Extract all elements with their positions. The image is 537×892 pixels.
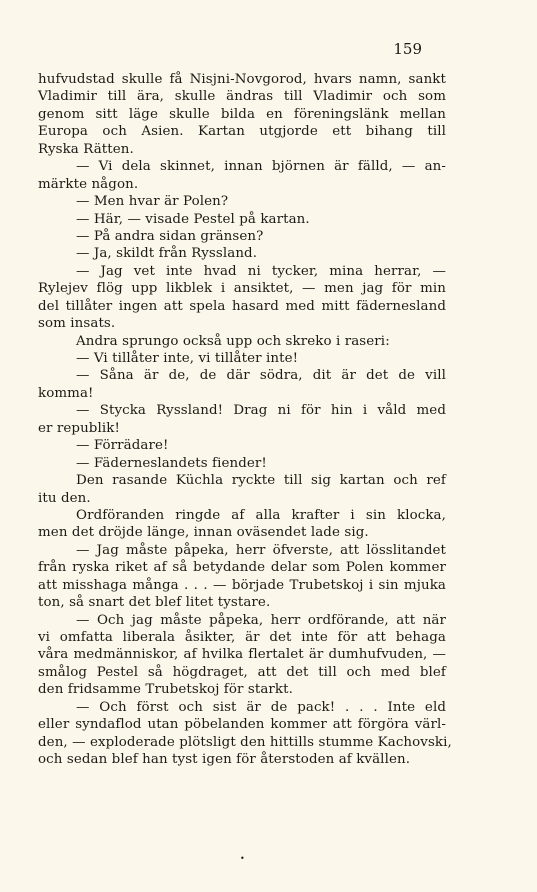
text-line: hufvudstad skulle få Nisjni-Novgorod, hvars namn, sankt bbox=[38, 72, 446, 87]
text-line: itu den. bbox=[38, 490, 91, 506]
text-line: våra medmänniskor, af hvilka flertalet är dumhufvuden, — bbox=[38, 647, 446, 663]
text-line: Europa och Asien. Kartan utgjorde ett bihang till bbox=[38, 124, 446, 140]
text-line: — Jag måste påpeka, herr öfverste, att lösslitandet bbox=[76, 542, 446, 558]
text-line: märkte någon. bbox=[38, 176, 139, 192]
text-line: smålog Pestel så högdraget, att det till och med blef bbox=[38, 664, 446, 680]
text-line: — Såna är de, de där södra, dit är det de vill bbox=[76, 368, 446, 384]
text-line: — Här, — visade Pestel på kartan. bbox=[76, 211, 310, 227]
text-line: Vladimir till ära, skulle ändras till Vladimir och som bbox=[38, 89, 446, 105]
text-line: och sedan blef han tyst igen för återstoden af kvällen. bbox=[38, 752, 411, 768]
text-line: den fridsamme Trubetskoj för starkt. bbox=[38, 682, 293, 698]
text-line: ton, så snart det blef litet tystare. bbox=[38, 595, 271, 611]
text-line: — Förrädare! bbox=[76, 438, 169, 454]
text-line: att misshaga många . . . — började Trubetskoj i sin mjuka bbox=[38, 577, 446, 593]
text-line: från ryska riket af så betydande delar som Polen kommer bbox=[38, 560, 446, 576]
text-line: vi omfatta liberala åsikter, är det inte för att behaga bbox=[38, 630, 446, 645]
text-line: — Vi tillåter inte, vi tillåter inte! bbox=[76, 351, 299, 366]
text-line: — Ja, skildt från Ryssland. bbox=[76, 246, 258, 262]
text-line: er republik! bbox=[38, 420, 120, 436]
text-line: — Stycka Ryssland! Drag ni för hin i våld med bbox=[76, 403, 446, 419]
text-line: som insats. bbox=[38, 316, 116, 332]
body-text bbox=[38, 71, 452, 769]
text-line: Andra sprungo också upp och skreko i raseri: bbox=[76, 333, 390, 349]
page-number: 159 bbox=[393, 40, 422, 58]
text-line: — Fäderneslandets fiender! bbox=[76, 455, 267, 471]
text-line: — På andra sidan gränsen? bbox=[76, 228, 264, 244]
text-line: Rylejev flög upp likblek i ansiktet, — men jag för min bbox=[38, 281, 446, 297]
text-line: men det dröjde länge, innan oväsendet lade sig. bbox=[38, 525, 369, 541]
text-line: Den rasande Küchla ryckte till sig kartan och ref bbox=[76, 473, 446, 489]
text-line: del tillåter ingen att spela hasard med mitt fädernesland bbox=[38, 298, 446, 314]
footer-mark: • bbox=[240, 854, 245, 863]
text-line: den, — exploderade plötsligt den hittills stumme Kachovski, bbox=[38, 734, 452, 750]
text-line: eller syndaflod utan pöbelanden kommer att förgöra värl- bbox=[38, 717, 446, 733]
text-line: komma! bbox=[38, 385, 94, 401]
text-line: — Vi dela skinnet, innan björnen är fälld, — an- bbox=[76, 159, 446, 175]
text-line: — Men hvar är Polen? bbox=[76, 194, 229, 210]
text-line: — Jag vet inte hvad ni tycker, mina herrar, — bbox=[76, 263, 446, 279]
text-line: Ryska Rätten. bbox=[38, 141, 134, 157]
text-line: Ordföranden ringde af alla krafter i sin klocka, bbox=[76, 507, 446, 523]
text-line: — Och först och sist är de pack! . . . Inte eld bbox=[76, 699, 446, 715]
text-line: genom sitt läge skulle bilda en föreningslänk mellan bbox=[38, 106, 446, 122]
text-line: — Och jag måste påpeka, herr ordförande, att när bbox=[76, 612, 446, 628]
